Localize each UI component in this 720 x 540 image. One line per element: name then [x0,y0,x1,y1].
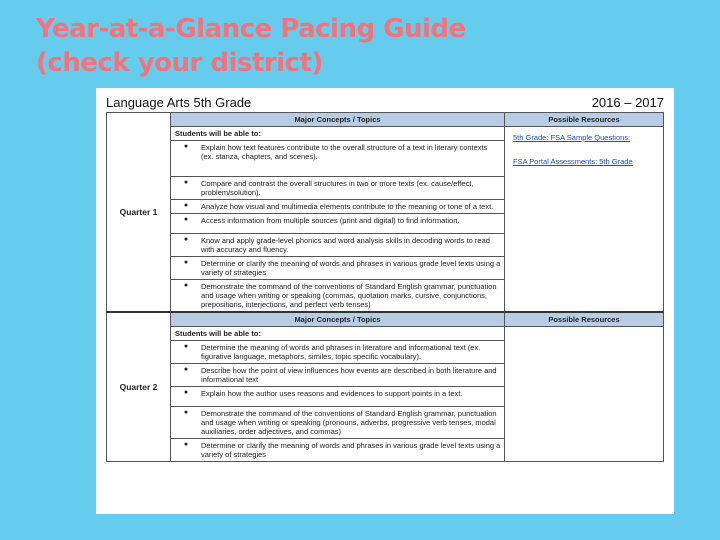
list-item: ● Access information from multiple sources (print and digital) to find information. [171,214,504,234]
bullet-icon: ● [183,389,189,396]
list-item: ● Explain how the author uses reasons and evidences to support points in a text. [171,387,504,407]
quarter-1-header-row [107,113,664,127]
list-item: ● Know and apply grade-level phonics and word analysis skills in decoding words to read with accuracy and fluency. [171,234,504,257]
subject-title: Language Arts 5th Grade [106,95,252,110]
bullet-icon: ● [183,282,189,289]
list-item: ● Determine or clarify the meaning of words and phrases in various grade level texts using a variety of strategies [171,257,504,280]
slide-title-line2: (check your district) [36,48,323,78]
quarter-1-content-row [107,127,664,313]
resources-column-header: Possible Resources [505,312,664,327]
fsa-portal-assessments-link[interactable]: FSA Portal Assessments: 5th Grade [513,157,633,166]
quarter-1-label: Quarter 1 [107,113,171,313]
quarter-2-label: Quarter 2 [107,312,171,462]
bullet-icon: ● [183,259,189,266]
quarter-2-header-row [107,312,664,327]
bullet-icon: ● [183,216,189,223]
list-item: ● Analyze how visual and multimedia elements contribute to the meaning or tone of a text. [171,200,504,214]
concepts-column-header: Major Concepts / Topics [171,312,505,327]
quarter-2-content-row [107,327,664,462]
bullet-icon: ● [183,143,189,150]
list-item: ● Compare and contrast the overall structures in two or more texts (ex. cause/effect, problem/solution). [171,177,504,200]
bullet-icon: ● [183,202,189,209]
pacing-guide-document [96,88,674,514]
list-item: ● Determine or clarify the meaning of words and phrases in various grade level texts using a variety of strategies [171,439,504,461]
bullet-icon: ● [183,366,189,373]
bullet-icon: ● [183,409,189,416]
school-year: 2016 – 2017 [591,95,664,110]
pacing-table [106,112,664,462]
list-item: ● Explain how text features contribute to the overall structure of a text in literary contexts (ex. stanza, chapters, and scenes). [171,141,504,177]
bullet-icon: ● [183,179,189,186]
quarter-2-concepts [171,327,505,462]
list-item: ● Demonstrate the command of the conventions of Standard English grammar, punctuation and usage when writing or speaking (pronouns, adverbs, progressive verb tenses, modal auxiliaries, order adjectives, and commas) [171,407,504,439]
list-item: ● Determine the meaning of words and phrases in literature and informational text (ex. figurative language, metaphors, similes, topic specific vocabulary). [171,341,504,364]
students-label: Students will be able to: [171,327,504,341]
quarter-1-resources [505,127,664,313]
list-item: ● Demonstrate the command of the conventions of Standard English grammar, punctuation and usage when writing or speaking (commas, quotation marks, cursive, conjunctions, prepositions, interjections, and perfect verb tenses) [171,280,504,311]
students-label: Students will be able to: [171,127,504,141]
quarter-2-resources [505,327,664,462]
fsa-sample-questions-link[interactable]: 5th Grade: FSA Sample Questions: [513,133,631,142]
document-header [106,92,664,110]
bullet-icon: ● [183,236,189,243]
slide-title-line1: Year-at-a-Glance Pacing Guide [36,14,466,44]
quarter-1-concepts [171,127,505,313]
concepts-column-header: Major Concepts / Topics [171,113,505,127]
bullet-icon: ● [183,343,189,350]
list-item: ● Describe how the point of view influences how events are described in both literature and informational text [171,364,504,387]
bullet-icon: ● [183,441,189,448]
resources-column-header: Possible Resources [505,113,664,127]
slide-title [36,12,466,80]
